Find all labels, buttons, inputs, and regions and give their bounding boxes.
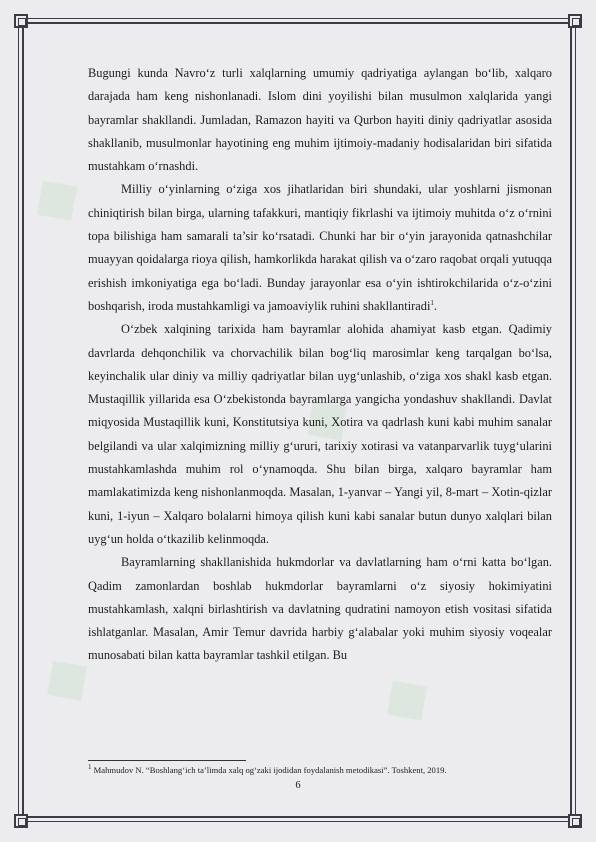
footnote-divider [88,760,246,761]
corner-ornament-top-right [568,14,582,28]
watermark-mark: ◆ [363,652,446,742]
corner-ornament-bottom-left [14,814,28,828]
page-number: 6 [295,780,301,791]
footnote-marker: 1 [88,763,92,772]
corner-ornament-top-left [14,14,28,28]
footnote [88,765,552,776]
watermark-mark: ◆ [283,372,366,462]
corner-ornament-bottom-right [568,814,582,828]
paragraph: Bayramlarning shakllanishida hukmdorlar va davlatlarning ham o‘rni katta bo‘lgan. Qadim zamonlardan boshlab hukmdorlar bayramlarni o‘z siyosiy hokimiyatini mustahkamlash, xalqni birlashtirish va davlatning qudratini namoyon etish vositasi sifatida ishlatganlar. Masalan, Amir Temur davrida harbiy g‘alabalar yoki muhim siyosiy voqealar munosabati bilan katta bayramlar tashkil etilgan. Bu [88,555,552,663]
body-text [88,62,552,668]
paragraph-text: Milliy o‘yinlarning o‘ziga xos jihatlaridan biri shundaki, ular yoshlarni jismonan chiniqtirish bilan birga, ularning tafakkuri, mantiqiy fikrlashi va ijtimoiy muhitda o‘z o‘rnini topa bilishiga ham samarali ta’sir ko‘rsatadi. Chunki har bir o‘yin jarayonida qatnashchilar muayyan qoidalarga rioya qilish, hamkorlikda harakat qilish va o‘zaro raqobat orqali yutuqqa erishish imkoniyatiga ega bo‘ladi. Bunday jarayonlar esa o‘yin ishtirokchilarida o‘z-o‘zini boshqarish, iroda mustahkamligi va jamoaviylik ruhini shakllantiradi [88,182,552,313]
paragraph: Bugungi kunda Navro‘z turli xalqlarning umumiy qadriyatiga aylangan bo‘lib, xalqaro darajada ham keng nishonlanadi. Islom dini yoyilishi bilan musulmon xalqlarida yangi bayramlar shakllandi. Jumladan, Ramazon hayiti va Qurbon hayiti diniy qadriyatlar asosida shakllanib, musulmonlar hayotining eng muhim ijtimoiy-madaniy hodisalaridan biri sifatida mustahkam o‘rnashdi. [88,66,552,174]
paragraph: O‘zbek xalqining tarixida ham bayramlar alohida ahamiyat kasb etgan. Qadimiy davrlarda dehqonchilik va chorvachilik bilan bog‘liq marosimlar keng tarqalgan bo‘lsa, keyinchalik ular diniy va milliy qadriyatlar bilan uyg‘unlashib, o‘ziga xos shakl kasb etgan. Mustaqillik yillarida esa O‘zbekistonda bayramlarga yangicha yondashuv shakllandi. Davlat miqyosida Mustaqillik kuni, Konstitutsiya kuni, Xotira va qadrlash kuni kabi muhim sanalar belgilandi va ular xalqimizning milliy g‘ururi, tarixiy xotirasi va vatanparvarlik tuyg‘ularini mustahkamlashda muhim rol o‘ynamoqda. Shu bilan birga, xalqaro bayramlar ham mamlakatimizda keng nishonlanmoqda. Masalan, 1-yanvar – Yangi yil, 8-mart – Xotin-qizlar kuni, 1-iyun – Xalqaro bolalarni himoya qilish kuni kabi sanalar butun dunyo xalqlari bilan uyg‘un holda o‘tkazilib kelinmoqda. [88,322,552,546]
footnote-reference[interactable]: 1 [430,298,434,307]
footnote-text: Mahmudov N. “Boshlang‘ich ta’limda xalq og‘zaki ijodidan foydalanish metodikasi”. Toshkent, 2019. [91,765,447,775]
paragraph [88,178,552,318]
watermark-mark: ◆ [13,152,96,242]
watermark-mark: ◆ [23,632,106,722]
paragraph-end: . [433,298,438,313]
